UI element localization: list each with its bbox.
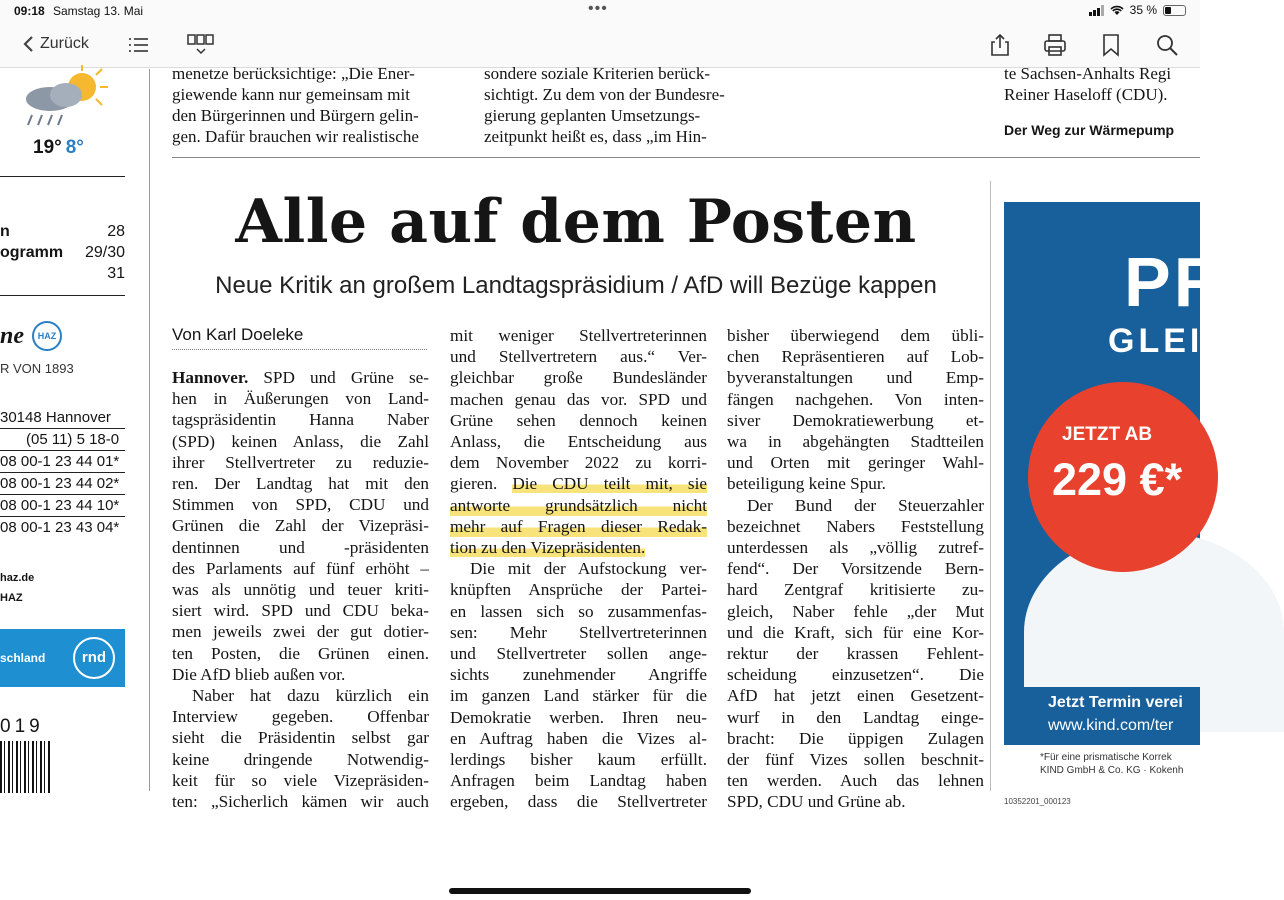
share-icon[interactable] [987,33,1013,57]
highlighted-text[interactable]: Die CDU teilt mit, sie [512,474,707,494]
newspaper-page [0,64,1228,900]
status-time: 09:18 [14,4,45,18]
phone-line: 08 00-1 23 44 01* [0,453,120,470]
highlighted-text[interactable]: antworte grundsätzlich nicht [450,495,707,515]
cellular-signal-icon [1089,5,1104,16]
home-indicator[interactable] [449,888,751,894]
temp-low: 8° [65,137,84,158]
bookmark-icon[interactable] [1098,33,1124,57]
ad-url[interactable]: www.kind.com/ter [1048,717,1174,734]
ad-cta[interactable]: Jetzt Termin verei [1048,694,1183,711]
website: haz.de [0,572,35,584]
weather-rain-sun-icon [14,71,110,129]
highlighted-text[interactable]: mehr auf Fragen dieser Redak- [450,516,707,536]
ad-price-label: JETZT AB [1062,424,1153,445]
status-date: Samstag 13. Mai [53,4,144,18]
haz-label: HAZ [0,592,23,604]
article-column-2: mit weniger Stellvertreterinnen und Stellvertretern aus.“ Ver- gleichbar große Bundesländer machen genau das vor. SPD und Grüne sehen dennoch keinen Anlass, die Entscheidung aus dem November 2022 zu korri- gieren. Die CDU teilt mit, sie antworte grundsätzlich nicht mehr auf Fragen dieser Redak- tion zu den Vizepräsidenten. Die mit der Aufstockung ver- knüpften Ansprüche der Partei- en lassen sich so zusammenfas- sen: Mehr Stellvertreterinnen und Stellvertreter sollen ange- sichts zunehmender Angriffe im ganzen Land stärker für die Demokratie werben. Ihren neu- en Auftrag haben die Vizes al- lerdings bisher kaum erfüllt. Anfragen beim Landtag haben ergeben, dass die Stellvertreter [450,326,707,812]
phone-line: 08 00-1 23 44 10* [0,497,120,514]
multitasking-dots-icon[interactable]: ••• [588,0,608,17]
prev-article-col1: menetze berücksichtige: „Die Ener- giewende kann nur gemeinsam mit den Bürgerinnen und Bürgern gelin- gen. Dafür brauchen wir realistische [172,64,419,146]
status-bar [0,0,1200,22]
article-author: Von Karl Doeleke [172,325,427,350]
advertisement[interactable] [1004,202,1228,745]
column-rule [149,69,150,791]
phone-line: (05 11) 5 18-0 [26,431,120,448]
phone-line: 08 00-1 23 43 04* [0,519,120,536]
barcode-number: 019 [0,716,44,737]
ad-rule [990,181,991,791]
barcode [0,741,50,793]
brand-fragment: ne [0,323,24,349]
index-column [0,69,125,900]
chevron-left-icon [22,35,34,53]
divider [0,295,125,296]
wifi-icon [1110,5,1124,16]
rnd-logo: rnd [73,637,115,679]
ad-subtitle: GLEI [1108,322,1204,360]
article-headline: Alle auf dem Posten [235,187,917,257]
prev-article-col2: sondere soziale Kriterien berück- sichtigt. Zu dem von der Bundesre- gierung geplanten Umsetzungs- zeitpunkt heißt es, dass „im Hin- [484,64,725,146]
status-right [1089,3,1186,17]
article-column-3: bisher überwiegend dem übli- chen Repräsentieren auf Lob- byveranstaltungen und Emp- fängen nachgehen. Von inten- siver Demokratiewerbung et- wa in abgehängten Stadtteilen und Orten mit geringer Wahl- beteiligung keine Spur. Der Bund der Steuerzahler bezeichnet Nabers Feststellung unterdessen als „völlig zutref- fend“. Der Vorsitzende Bern- hard Zentgraf kritisierte zu- gleich, Naber fehle „der Mut und die Kraft, sich für eine Kor- rektur der krassen Fehlent- scheidung einzusetzen“. Die AfD hat jetzt einen Gesetzent- wurf in den Landtag einge- bracht: Die üppigen Zulagen der fünf Vizes sollen beschnit- ten werden. Auch das lehnen SPD, CDU und Grüne ab. [727,326,984,812]
print-icon[interactable] [1042,33,1068,57]
back-button[interactable] [22,35,89,53]
divider [0,472,125,473]
since-text: R VON 1893 [0,361,74,376]
highlighted-text[interactable]: tion zu den Vizepräsidenten. [450,538,646,558]
list-icon[interactable] [126,33,152,57]
temperature [33,137,84,159]
divider [0,428,125,429]
battery-percent: 35 % [1129,3,1157,17]
back-label: Zurück [40,35,89,52]
address: 30148 Hannover [0,409,111,426]
ad-code: 10352201_000123 [1004,797,1071,806]
article-divider [172,157,1200,158]
divider [0,494,125,495]
article-subheadline: Neue Kritik an großem Landtagspräsidium / AfD will Bezüge kappen [215,272,937,299]
index-item[interactable]: ogramm 29/30 [0,244,125,261]
rnd-banner [0,629,125,687]
haz-badge: HAZ [32,321,62,351]
ad-title: PR [1124,243,1228,321]
ad-footnote: *Für eine prismatische Korrek KIND GmbH & Co. KG · Kokenh [1040,752,1184,776]
temp-high: 19° [33,137,62,158]
divider [0,516,125,517]
ad-price: 229 €* [1052,454,1183,505]
search-icon[interactable] [1154,33,1180,57]
divider [0,450,125,451]
index-item[interactable]: n 28 [0,223,125,240]
dateline: Hannover. [172,368,249,387]
article-column-1: Hannover. SPD und Grüne se- hen in Äußerungen von Land- tagspräsidentin Hanna Naber (SPD) keinen Anlass, die Zahl ihrer Stellvertreter zu reduzie- ren. Der Landtag hat mit den Stimmen von SPD, CDU und Grünen die Zahl der Vizepräsi- dentinnen und -präsidenten des Parlaments auf fünf erhöht – was als unnötig und teuer kriti- siert wird. SPD und CDU beka- men jeweils zwei der gut dotier- ten Posten, die Grünen einen. Die AfD blieb außen vor. Naber hat dazu kürzlich ein Interview gegeben. Offenbar sieht die Präsidentin selbst gar keine dringende Notwendig- keit für so viele Vizepräsiden- ten: „Sicherlich kämen wir auch [172,368,429,812]
divider [0,176,125,177]
index-item[interactable]: 31 [107,265,125,282]
rnd-text: schland [0,651,46,665]
battery-icon [1163,5,1186,16]
reader-toolbar [0,22,1200,68]
prev-article-heading: Der Weg zur Wärmepump [1004,122,1175,138]
page-view-icon[interactable] [186,33,216,57]
prev-article-col3: te Sachsen-Anhalts Regi Reiner Haseloff (CDU). [1004,64,1172,104]
phone-line: 08 00-1 23 44 02* [0,475,120,492]
